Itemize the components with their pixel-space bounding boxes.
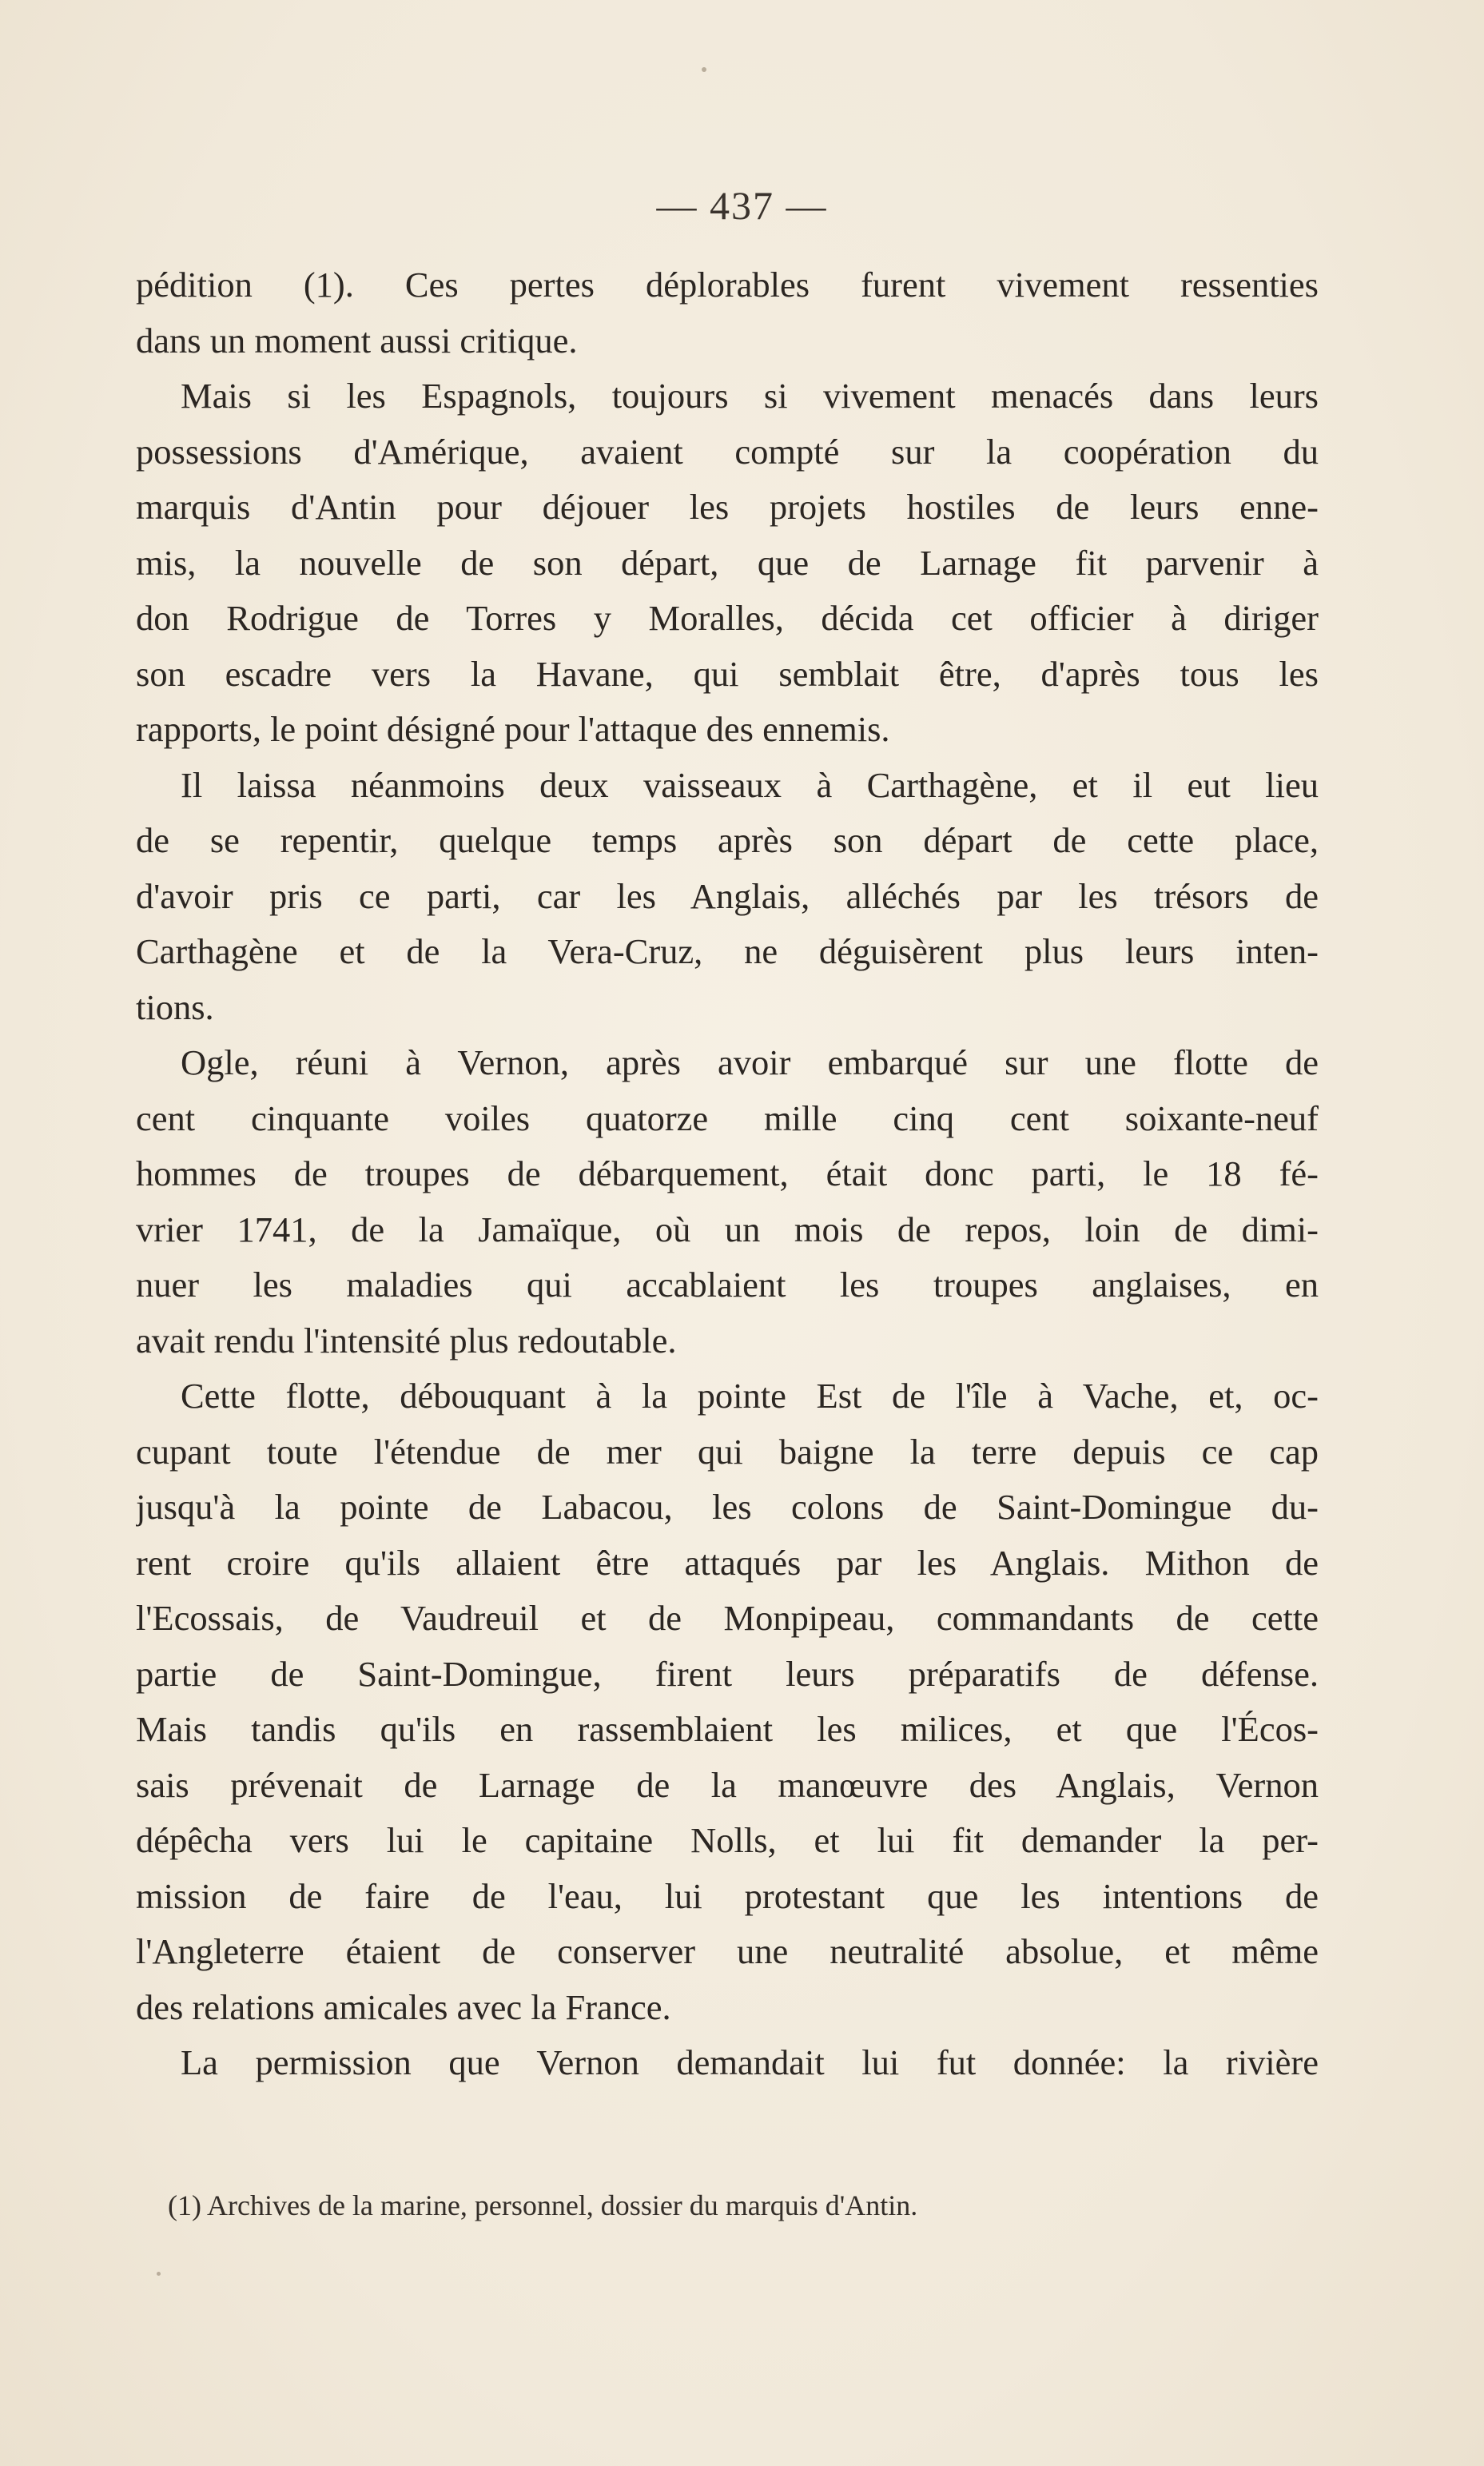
text-line: tions. [136,986,214,1027]
text-line: partie de Saint-Domingue, firent leurs préparatifs de défense. [136,1653,1319,1694]
text-line: sais prévenait de Larnage de la manœuvre des Anglais, Vernon [136,1764,1319,1805]
text-line: pédition (1). Ces pertes déplorables furent vivement ressenties [136,265,1319,305]
text-line: La permission que Vernon demandait lui fut donnée: la rivière [181,2042,1319,2082]
text-line: don Rodrigue de Torres y Moralles, décida cet officier à diriger [136,598,1319,638]
text-line: d'avoir pris ce parti, car les Anglais, alléchés par les trésors de [136,875,1319,916]
text-line: dans un moment aussi critique. [136,320,578,361]
body-text [136,257,1319,2091]
text-line: cupant toute l'étendue de mer qui baigne la terre depuis ce cap [136,1431,1319,1472]
text-line: avait rendu l'intensité plus redoutable. [136,1320,677,1360]
text-line: Il laissa néanmoins deux vaisseaux à Carthagène, et il eut lieu [181,764,1319,805]
text-line: hommes de troupes de débarquement, était donc parti, le 18 fé- [136,1153,1319,1193]
text-line: mis, la nouvelle de son départ, que de Larnage fit parvenir à [136,542,1319,583]
text-line: rent croire qu'ils allaient être attaqués par les Anglais. Mithon de [136,1542,1319,1583]
text-line: Carthagène et de la Vera-Cruz, ne déguisèrent plus leurs inten- [136,931,1319,971]
text-line: jusqu'à la pointe de Labacou, les colons de Saint-Domingue du- [136,1487,1319,1527]
text-line: l'Ecossais, de Vaudreuil et de Monpipeau, commandants de cette [136,1598,1319,1638]
text-line: Ogle, réuni à Vernon, après avoir embarqué sur une flotte de [181,1042,1319,1082]
page-number: — 437 — [656,183,828,228]
text-line: marquis d'Antin pour déjouer les projets hostiles de leurs enne- [136,487,1319,527]
text-line: mission de faire de l'eau, lui protestant que les intentions de [136,1875,1319,1916]
text-line: l'Angleterre étaient de conserver une neutralité absolue, et même [136,1931,1319,1971]
text-line: rapports, le point désigné pour l'attaque des ennemis. [136,709,890,749]
text-line: possessions d'Amérique, avaient compté sur la coopération du [136,431,1319,472]
text-line: Mais si les Espagnols, toujours si vivement menacés dans leurs [181,376,1319,416]
paper-speck [157,2272,161,2276]
text-line: son escadre vers la Havane, qui semblait être, d'après tous les [136,653,1319,694]
text-line: cent cinquante voiles quatorze mille cinq cent soixante-neuf [136,1098,1319,1138]
text-line: Mais tandis qu'ils en rassemblaient les milices, et que l'Écos- [136,1709,1319,1749]
text-line: dépêcha vers lui le capitaine Nolls, et lui fit demander la per- [136,1820,1319,1860]
text-line: des relations amicales avec la France. [136,1986,671,2027]
text-line: Cette flotte, débouquant à la pointe Est de l'île à Vache, et, oc- [181,1376,1319,1416]
paper-speck [702,67,706,72]
text-line: nuer les maladies qui accablaient les troupes anglaises, en [136,1265,1319,1305]
text-line: de se repentir, quelque temps après son départ de cette place, [136,820,1319,860]
text-line: vrier 1741, de la Jamaïque, où un mois de repos, loin de dimi- [136,1209,1319,1249]
footnote: (1) Archives de la marine, personnel, dossier du marquis d'Antin. [168,2189,918,2221]
